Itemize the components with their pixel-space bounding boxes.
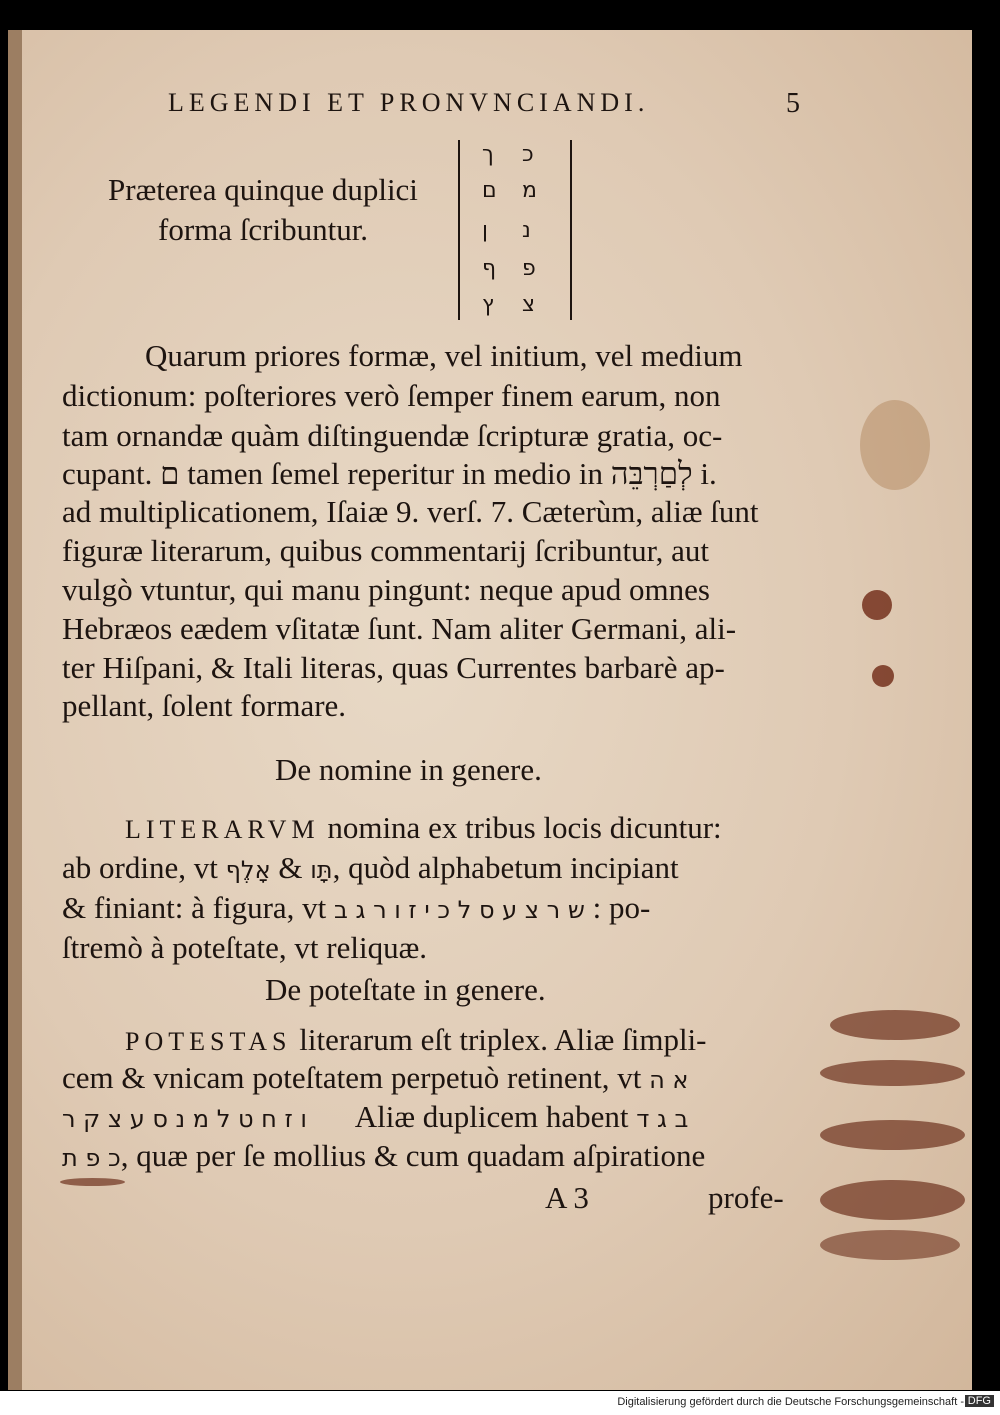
- text-line: tam ornandæ quàm diſtinguendæ ſcripturæ gratia, oc-: [62, 418, 723, 453]
- lead-word: POTESTAS: [125, 1027, 292, 1056]
- signature-mark: A 3: [545, 1180, 589, 1215]
- text-line: ad multiplicationem, Iſaiæ 9. verſ. 7. Cæterùm, aliæ ſunt: [62, 494, 759, 529]
- text-line: [62, 890, 650, 926]
- medial-letter: פ: [522, 256, 536, 281]
- ink-stain: [872, 665, 894, 687]
- medial-letter: נ: [522, 218, 531, 243]
- medial-letter: צ: [522, 292, 536, 317]
- letter-table-bracket-right: [560, 140, 572, 320]
- final-letter: ם: [482, 178, 497, 203]
- text-line: pellant, ſolent formare.: [62, 688, 347, 723]
- text-line: figuræ literarum, quibus commentarij ſcribuntur, aut: [62, 533, 710, 568]
- text-line: ſtremò à poteſtate, vt reliquæ.: [62, 930, 428, 965]
- text-line: [62, 850, 679, 886]
- final-letter: ף: [482, 256, 497, 281]
- section-heading: De poteſtate in genere.: [265, 972, 546, 1007]
- final-letter: ן: [482, 218, 488, 243]
- lead-word: LITERARVM: [125, 815, 320, 844]
- text-segment: Aliæ duplicem habent: [354, 1099, 629, 1134]
- catchword: profe-: [708, 1180, 784, 1215]
- final-letter: ץ: [482, 292, 494, 317]
- text-segment: , quæ per ſe mollius & cum quadam aſpiratione: [120, 1138, 706, 1173]
- dfg-logo: DFG: [965, 1395, 994, 1407]
- text-line: Quarum priores formæ, vel initium, vel medium: [145, 338, 743, 373]
- text-line: [62, 1099, 688, 1135]
- ink-stain: [860, 400, 930, 490]
- ink-stain: [820, 1120, 965, 1150]
- ink-stain: [862, 590, 892, 620]
- text-line: vulgò vtuntur, qui manu pingunt: neque apud omnes: [62, 572, 710, 607]
- ink-stain: [820, 1230, 960, 1260]
- text-segment: ab ordine, vt: [62, 850, 218, 885]
- ink-stain: [820, 1180, 965, 1220]
- text-line: cupant. ם tamen ſemel reperitur in medio in לְםַרְבֵּה i.: [62, 456, 717, 491]
- running-header: LEGENDI ET PRONVNCIANDI.: [168, 88, 650, 117]
- hebrew-letters: א ה: [649, 1066, 689, 1094]
- text-segment: : po-: [592, 890, 651, 925]
- text-line: [125, 810, 722, 846]
- page-number: 5: [786, 88, 800, 119]
- final-letter: ך: [482, 142, 494, 167]
- intro-line-1: Præterea quinque duplici: [108, 172, 418, 207]
- section-heading: De nomine in genere.: [275, 752, 542, 787]
- hebrew-word: אָלֶף: [225, 856, 271, 884]
- hebrew-letters: ב ג ד: [636, 1105, 689, 1133]
- medial-letter: כ: [522, 142, 534, 167]
- text-line: dictionum: poſteriores verò ſemper finem earum, non: [62, 378, 721, 413]
- text-line: [125, 1022, 707, 1058]
- text-segment: &: [278, 850, 303, 885]
- hebrew-letters: כ פ ת: [62, 1144, 121, 1172]
- ink-stain: [830, 1010, 960, 1040]
- hebrew-letters: ו ז ח ט ל מ נ ס ע צ ק ר: [62, 1105, 307, 1133]
- text-segment: & finiant: à figura, vt: [62, 890, 327, 925]
- intro-line-2: forma ſcribuntur.: [158, 212, 369, 247]
- text-segment: , quòd alphabetum incipiant: [332, 850, 679, 885]
- text-line: ter Hiſpani, & Itali literas, quas Currentes barbarè ap-: [62, 650, 725, 685]
- text-segment: cem & vnicam poteſtatem perpetuò retinent, vt: [62, 1060, 642, 1095]
- ink-stain: [60, 1178, 125, 1186]
- text-line: Hebræos eædem vſitatæ ſunt. Nam aliter Germani, ali-: [62, 611, 737, 646]
- hebrew-word: תָּו: [310, 856, 333, 884]
- ink-stain: [820, 1060, 965, 1086]
- text-line: [62, 1060, 688, 1096]
- footer-credit: Digitalisierung gefördert durch die Deutsche Forschungsgemeinschaft -: [617, 1396, 964, 1408]
- hebrew-letters: ש ר צ ע ס ל כ י ז ו ר ג ב: [334, 896, 585, 924]
- letter-table-bracket-left: [458, 140, 470, 320]
- text-line: [62, 1138, 705, 1174]
- medial-letter: מ: [522, 178, 537, 203]
- text-segment: nomina ex tribus locis dicuntur:: [327, 810, 722, 845]
- text-segment: literarum eſt triplex. Aliæ ſimpli-: [299, 1022, 707, 1057]
